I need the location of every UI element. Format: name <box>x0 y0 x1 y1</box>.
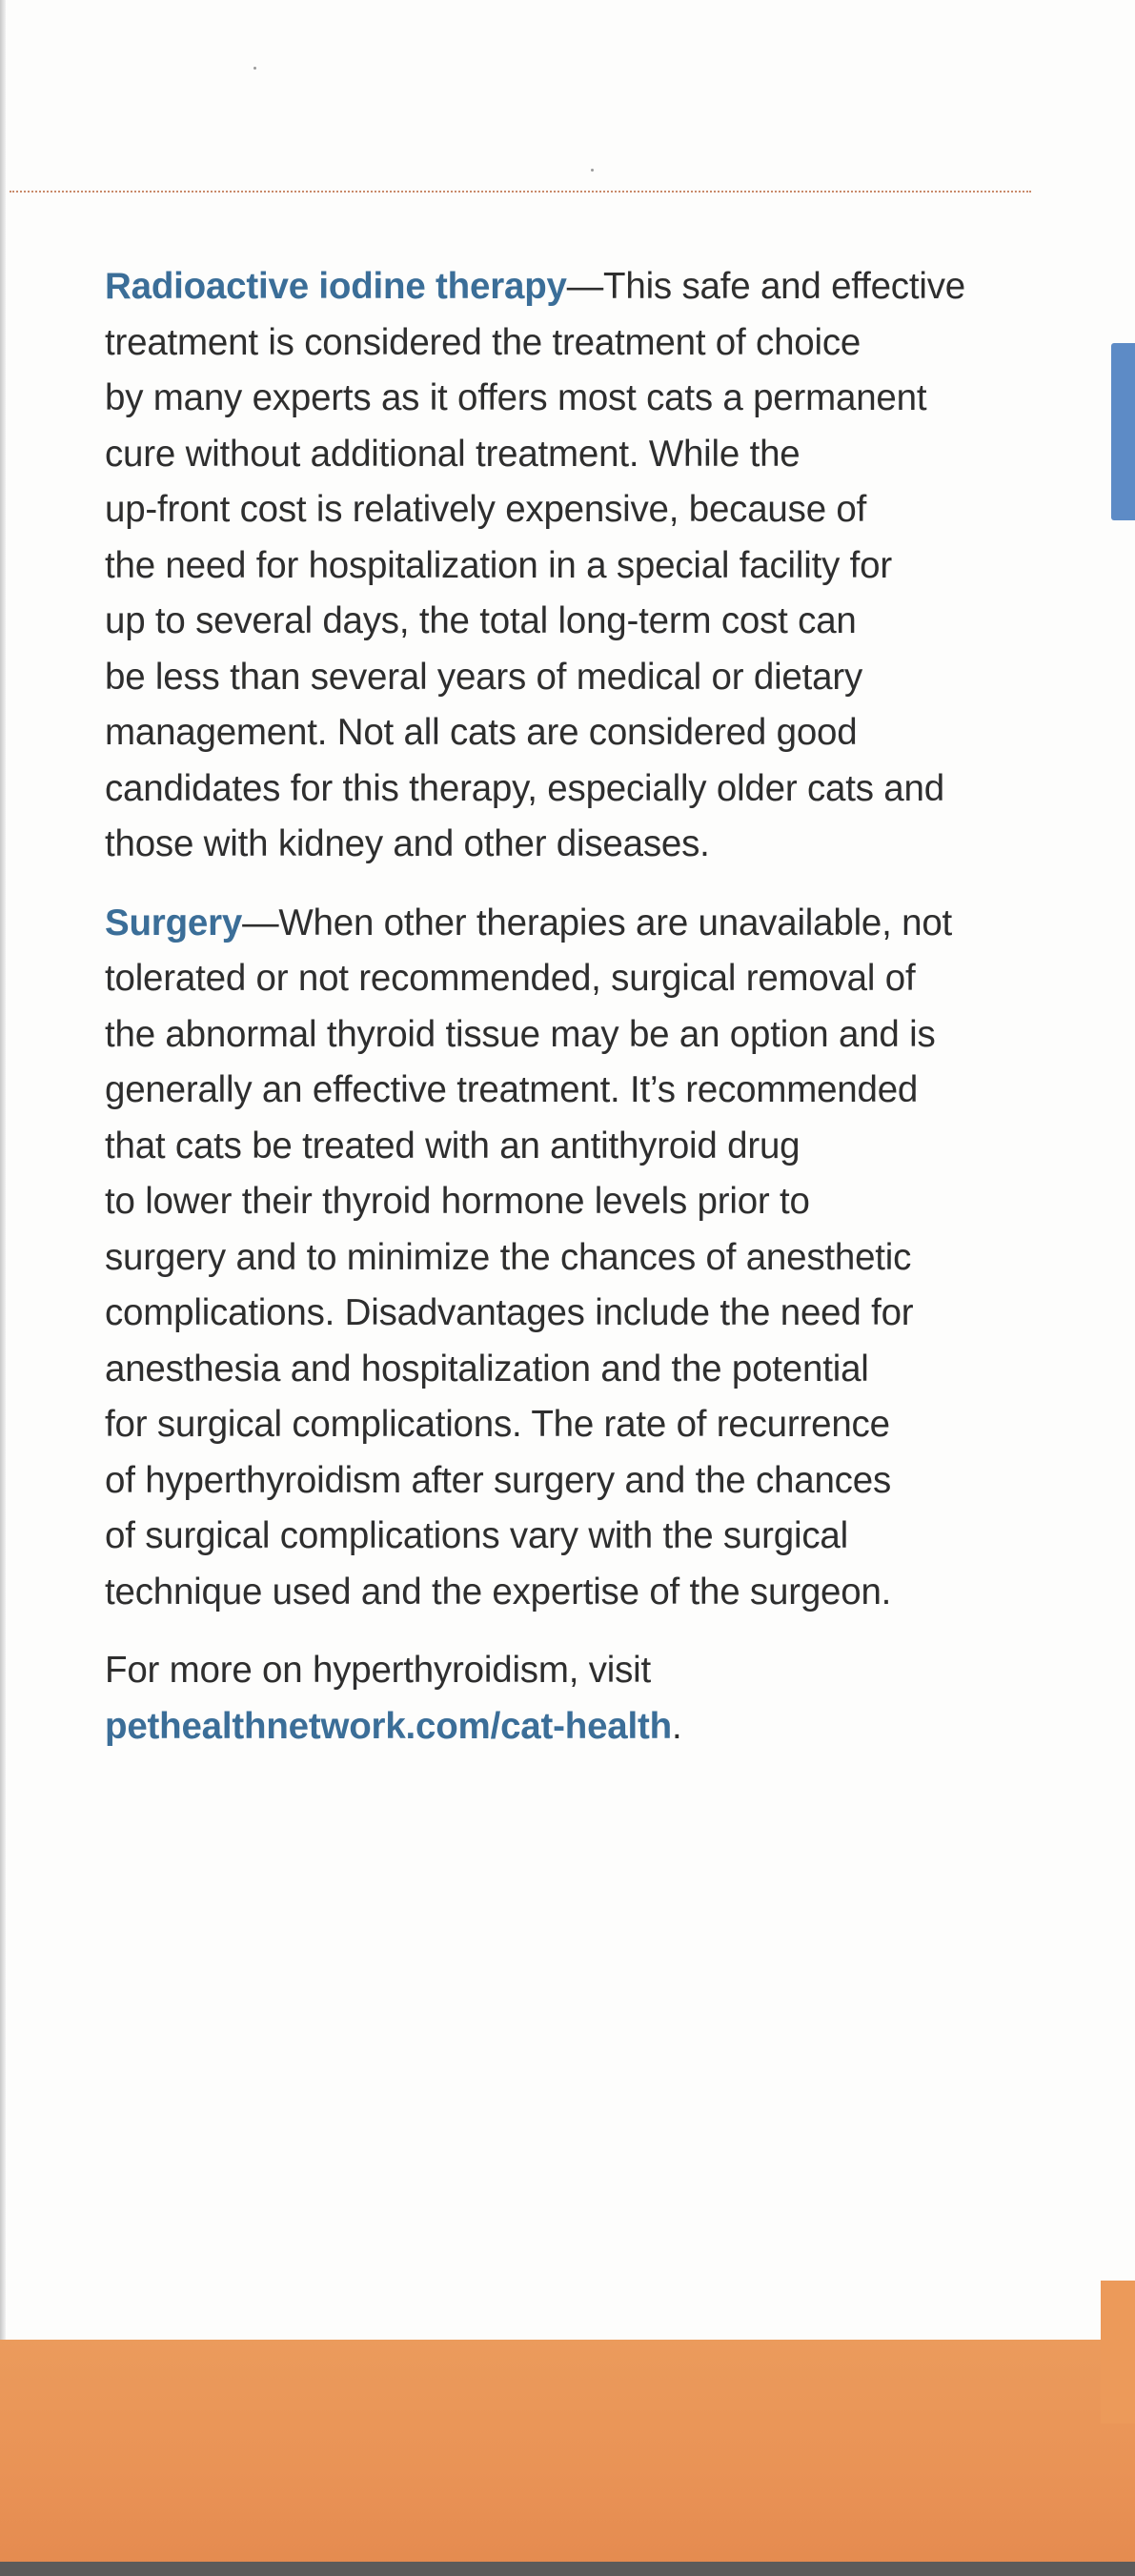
text-line: surgery and to minimize the chances of anesthetic <box>105 1236 912 1278</box>
text-line <box>105 896 1034 952</box>
sentence-end: . <box>671 1705 682 1747</box>
text-line: up-front cost is relatively expensive, because of <box>105 489 867 530</box>
text-line: candidates for this therapy, especially older cats and <box>105 767 944 809</box>
print-speck <box>591 169 594 172</box>
text-line: to lower their thyroid hormone levels prior to <box>105 1181 810 1222</box>
text-line: management. Not all cats are considered good <box>105 712 858 753</box>
text-line: technique used and the expertise of the surgeon. <box>105 1571 892 1613</box>
text-line: of hyperthyroidism after surgery and the chances <box>105 1459 891 1501</box>
text-line: treatment is considered the treatment of choice <box>105 321 861 363</box>
text-line: that cats be treated with an antithyroid drug <box>105 1125 801 1166</box>
surgery-heading: Surgery <box>105 902 243 943</box>
pethealthnetwork-link[interactable]: pethealthnetwork.com/cat-health <box>105 1705 672 1747</box>
text-line: cure without additional treatment. While the <box>105 433 801 475</box>
page-left-edge <box>0 0 6 2576</box>
radioactive-iodine-paragraph <box>105 259 1034 873</box>
text-line: generally an effective treatment. It’s recommended <box>105 1069 919 1110</box>
article-body <box>105 259 1034 1777</box>
text-line: of surgical complications vary with the surgical <box>105 1515 848 1556</box>
surgery-paragraph <box>105 896 1034 1621</box>
print-speck <box>253 67 256 70</box>
dotted-divider <box>10 191 1031 193</box>
text-line: the need for hospitalization in a special facility for <box>105 544 892 586</box>
text-line: anesthesia and hospitalization and the potential <box>105 1348 869 1389</box>
text-line: complications. Disadvantages include the need for <box>105 1292 914 1333</box>
more-info-text: For more on hyperthyroidism, visit <box>105 1650 652 1691</box>
blue-edge-tab <box>1111 343 1135 520</box>
more-info-paragraph <box>105 1643 1034 1755</box>
text-line-content: —This safe and effective <box>566 266 965 307</box>
text-line: by many experts as it offers most cats a permanent <box>105 377 927 418</box>
text-line: be less than several years of medical or dietary <box>105 656 863 698</box>
text-line: those with kidney and other diseases. <box>105 823 710 864</box>
text-line <box>105 259 1034 315</box>
scan-bottom-shadow <box>0 2562 1135 2576</box>
radioactive-iodine-heading: Radioactive iodine therapy <box>105 266 567 307</box>
orange-footer-band <box>0 2340 1135 2576</box>
text-line-content: —When other therapies are unavailable, not <box>242 902 953 943</box>
text-line: for surgical complications. The rate of recurrence <box>105 1404 890 1445</box>
text-line: up to several days, the total long-term cost can <box>105 600 857 641</box>
text-line: the abnormal thyroid tissue may be an option and is <box>105 1013 936 1055</box>
text-line: tolerated or not recommended, surgical removal of <box>105 958 916 999</box>
orange-edge-tab <box>1101 2281 1135 2424</box>
text-line <box>105 1699 1034 1755</box>
